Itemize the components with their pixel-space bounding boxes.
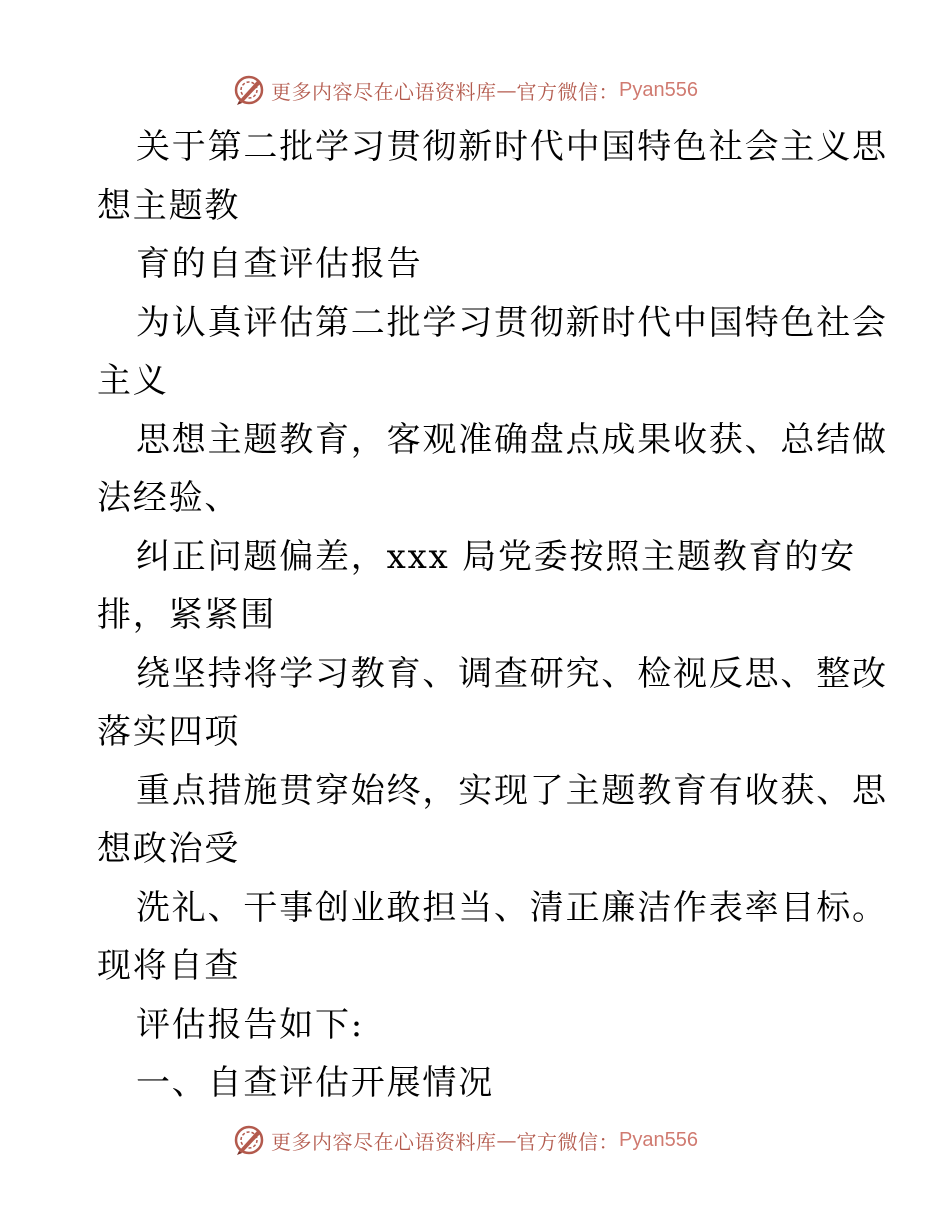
text-line: 想政治受	[97, 829, 241, 869]
document-body	[97, 118, 888, 1113]
text-line: 现将自查	[97, 946, 241, 986]
watermark-banner-bottom	[233, 1122, 753, 1158]
watermark-text: 更多内容尽在心语资料库	[271, 1129, 497, 1154]
watermark-banner-top	[233, 72, 753, 108]
text-line: 为认真评估第二批学习贯彻新时代中国特色社会	[136, 302, 888, 343]
text-line: 育的自查评估报告	[136, 244, 423, 284]
text-line: 绕坚持将学习教育、调查研究、检视反思、整改	[136, 653, 888, 694]
watermark-separator: —	[496, 78, 517, 102]
text-line: 纠正问题偏差，xxx 局党委按照主题教育的安	[136, 536, 856, 577]
text-line: 落实四项	[97, 712, 241, 752]
pen-logo-icon	[233, 1124, 265, 1156]
text-line: 主义	[97, 361, 169, 401]
text-line: 思想主题教育，客观准确盘点成果收获、总结做	[136, 419, 888, 460]
watermark-handle: Pyan556	[619, 78, 698, 101]
watermark-official-label: 官方微信：	[516, 1129, 619, 1154]
text-line: 关于第二批学习贯彻新时代中国特色社会主义思	[136, 127, 888, 167]
section-heading: 一、自查评估开展情况	[136, 1063, 494, 1103]
pen-logo-icon	[233, 74, 265, 106]
watermark-text: 更多内容尽在心语资料库	[271, 79, 497, 104]
text-line: 洗礼、干事创业敢担当、清正廉洁作表率目标。	[136, 887, 888, 928]
watermark-official-label: 官方微信：	[516, 79, 619, 104]
text-line: 想主题教	[97, 185, 241, 226]
text-line: 排，紧紧围	[97, 595, 276, 635]
text-line: 法经验、	[97, 478, 241, 518]
text-line: 重点措施贯穿始终，实现了主题教育有收获、思	[136, 770, 888, 811]
watermark-separator: —	[496, 1128, 517, 1152]
text-line: 评估报告如下:	[136, 1004, 365, 1045]
watermark-handle: Pyan556	[619, 1128, 698, 1151]
